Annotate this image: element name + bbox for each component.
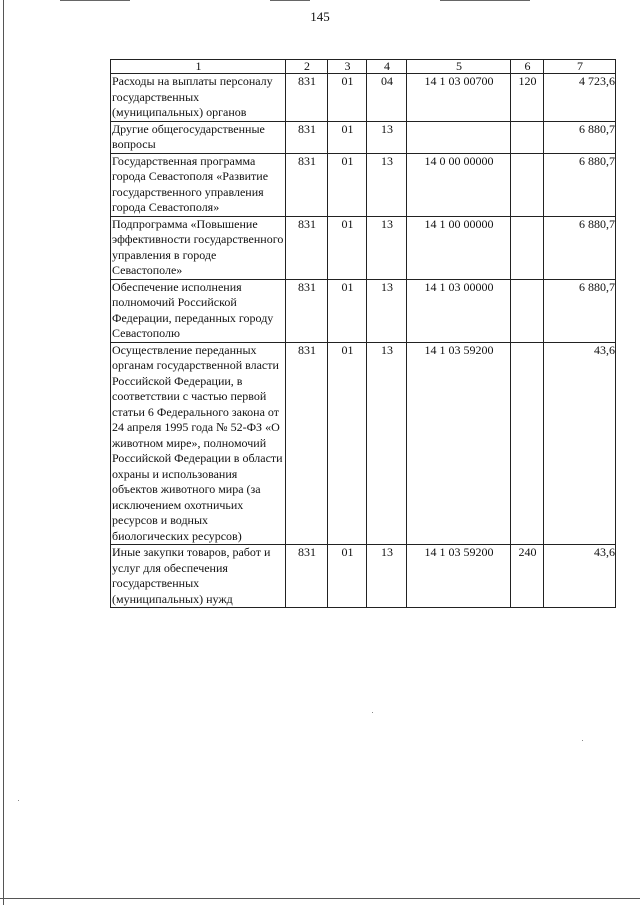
cell-subsection: 13 [367,279,407,342]
cell-section: 01 [328,545,367,608]
scan-top-mark [440,0,530,1]
table-row [111,121,616,153]
cell-ministry: 831 [286,216,328,279]
row-name: Подпрограмма «Повышение эффективности государственного управления в городе Севастополе» [111,216,286,279]
cell-ministry: 831 [286,74,328,122]
table-row [111,216,616,279]
row-name: Осуществление переданных органам государственной власти Российской Федерации, в соответствии с частью первой статьи 6 Федерального закона от 24 апреля 1995 года № 52-ФЗ «О животном мире», полномочий Российской Федерации в области охраны и использования объектов животного мира (за исключением охотничьих ресурсов и водных биологических ресурсов) [111,342,286,545]
cell-ministry: 831 [286,279,328,342]
cell-expense-type [511,216,544,279]
cell-amount: 43,6 [544,545,616,608]
header-cell: 3 [328,60,367,74]
cell-amount: 4 723,6 [544,74,616,122]
table-row [111,545,616,608]
cell-target-article: 14 1 03 59200 [407,545,511,608]
cell-target-article: 14 0 00 00000 [407,153,511,216]
cell-amount: 6 880,7 [544,216,616,279]
header-cell: 7 [544,60,616,74]
cell-section: 01 [328,153,367,216]
cell-amount: 43,6 [544,342,616,545]
scan-border-bottom [0,898,640,899]
cell-section: 01 [328,279,367,342]
cell-ministry: 831 [286,545,328,608]
cell-expense-type [511,279,544,342]
cell-amount: 6 880,7 [544,121,616,153]
table-row [111,279,616,342]
cell-subsection: 13 [367,153,407,216]
header-cell: 4 [367,60,407,74]
cell-expense-type [511,121,544,153]
cell-expense-type: 120 [511,74,544,122]
header-cell: 2 [286,60,328,74]
table-row [111,74,616,122]
scan-top-mark [270,0,310,1]
cell-amount: 6 880,7 [544,279,616,342]
cell-expense-type [511,153,544,216]
cell-subsection: 13 [367,216,407,279]
cell-subsection: 13 [367,121,407,153]
row-name: Расходы на выплаты персоналу государственных (муниципальных) органов [111,74,286,122]
cell-subsection: 04 [367,74,407,122]
cell-target-article: 14 1 03 00000 [407,279,511,342]
scan-top-mark [60,0,130,1]
cell-section: 01 [328,74,367,122]
scan-speck [372,712,373,713]
table-row [111,342,616,545]
cell-expense-type [511,342,544,545]
cell-section: 01 [328,216,367,279]
cell-section: 01 [328,342,367,545]
scan-speck [18,800,19,801]
row-name: Обеспечение исполнения полномочий Российской Федерации, переданных городу Севастополю [111,279,286,342]
row-name: Другие общегосударственные вопросы [111,121,286,153]
cell-subsection: 13 [367,342,407,545]
cell-amount: 6 880,7 [544,153,616,216]
cell-ministry: 831 [286,342,328,545]
header-cell: 1 [111,60,286,74]
cell-target-article: 14 1 00 00000 [407,216,511,279]
row-name: Государственная программа города Севастополя «Развитие государственного управления города Севастополя» [111,153,286,216]
budget-table [110,59,616,608]
cell-target-article: 14 1 03 59200 [407,342,511,545]
cell-expense-type: 240 [511,545,544,608]
scan-speck [582,740,583,741]
header-cell: 5 [407,60,511,74]
cell-ministry: 831 [286,121,328,153]
cell-ministry: 831 [286,153,328,216]
table-row [111,153,616,216]
scan-border-left [3,0,4,905]
cell-section: 01 [328,121,367,153]
cell-subsection: 13 [367,545,407,608]
header-row [111,60,616,74]
cell-target-article [407,121,511,153]
page-number: 145 [310,9,330,24]
row-name: Иные закупки товаров, работ и услуг для обеспечения государственных (муниципальных) нужд [111,545,286,608]
header-cell: 6 [511,60,544,74]
cell-target-article: 14 1 03 00700 [407,74,511,122]
